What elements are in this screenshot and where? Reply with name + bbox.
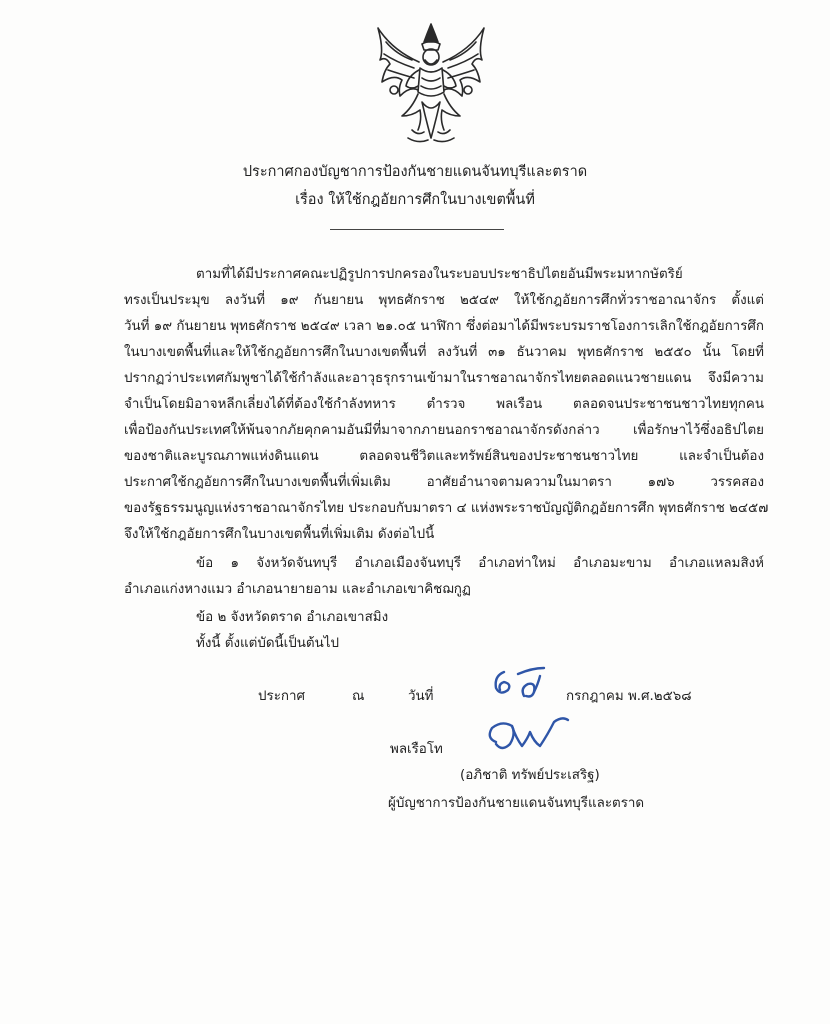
clause-2: ข้อ ๒ จังหวัดตราด อำเภอเขาสมิง [196, 610, 389, 625]
paragraph-line: ปรากฏว่าประเทศกัมพูชาได้ใช้กำลังและอาวุธรุกรานเข้ามาในราชอาณาจักรไทยตลอดแนวชายแดน จึงมีความ [124, 371, 764, 386]
paragraph-line: ในบางเขตพื้นที่และให้ใช้กฎอัยการศึกในบางเขตพื้นที่ ลงวันที่ ๓๑ ธันวาคม พุทธศักราช ๒๕๕๐ นั้น โดยที่ [124, 345, 764, 360]
month-year: กรกฎาคม พ.ศ.๒๕๖๘ [566, 689, 692, 704]
header-divider [330, 229, 504, 230]
paragraph-line: ทรงเป็นประมุข ลงวันที่ ๑๙ กันยายน พุทธศักราช ๒๕๔๙ ให้ใช้กฎอัยการศึกทั่วราชอาณาจักร ตั้งแต่ [124, 293, 764, 308]
paragraph-line: วันที่ ๑๙ กันยายน พุทธศักราช ๒๕๔๙ เวลา ๒๑.๐๕ นาฬิกา ซึ่งต่อมาได้มีพระบรมราชโองการเลิกใช้กฎอัยการศึก [124, 319, 764, 334]
day-label: วันที่ [408, 689, 434, 704]
handwritten-signature [482, 712, 574, 758]
handwritten-day-number [490, 662, 560, 702]
effective-statement: ทั้งนี้ ตั้งแต่บัดนี้เป็นต้นไป [196, 636, 340, 651]
clause-1-line: อำเภอแก่งหางแมว อำเภอนายายอาม และอำเภอเขาคิชฌกูฏ [124, 582, 471, 597]
paragraph-line: จำเป็นโดยมิอาจหลีกเลี่ยงได้ที่ต้องใช้กำลังทหาร ตำรวจ พลเรือน ตลอดจนประชาชนชาวไทยทุกคน [124, 397, 764, 412]
announcement-subject: เรื่อง ให้ใช้กฎอัยการศึกในบางเขตพื้นที่ [295, 192, 535, 208]
clause-1-line: ข้อ ๑ จังหวัดจันทบุรี อำเภอเมืองจันทบุรี อำเภอท่าใหม่ อำเภอมะขาม อำเภอแหลมสิงห์ [196, 556, 764, 571]
paragraph-line: จึงให้ใช้กฎอัยการศึกในบางเขตพื้นที่เพิ่มเติม ดังต่อไปนี้ [124, 527, 435, 542]
garuda-emblem [372, 20, 490, 150]
paragraph-line: ประกาศใช้กฎอัยการศึกในบางเขตพื้นที่เพิ่มเติม อาศัยอำนาจตามความในมาตรา ๑๗๖ วรรคสอง [124, 475, 764, 490]
announced-label: ประกาศ [258, 689, 306, 704]
signer-name: (อภิชาติ ทรัพย์ประเสริฐ) [460, 768, 600, 783]
signer-position: ผู้บัญชาการป้องกันชายแดนจันทบุรีและตราด [388, 796, 645, 811]
paragraph-line: เพื่อป้องกันประเทศให้พ้นจากภัยคุกคามอันมีที่มาจากภายนอกราชอาณาจักรดังกล่าว เพื่อรักษาไว้ซึ่งอธิปไตย [124, 423, 764, 438]
paragraph-line: ตามที่ได้มีประกาศคณะปฏิรูปการปกครองในระบอบประชาธิปไตยอันมีพระมหากษัตริย์ [196, 267, 683, 282]
at-label: ณ [352, 689, 365, 704]
announcement-title: ประกาศกองบัญชาการป้องกันชายแดนจันทบุรีและตราด [242, 164, 588, 180]
paragraph-line: ของชาติและบูรณภาพแห่งดินแดน ตลอดจนชีวิตและทรัพย์สินของประชาชนชาวไทย และจำเป็นต้อง [124, 449, 764, 464]
paragraph-line: ของรัฐธรรมนูญแห่งราชอาณาจักรไทย ประกอบกับมาตรา ๔ แห่งพระราชบัญญัติกฎอัยการศึก พุทธศักราช ๒๔๕๗ [124, 501, 769, 516]
signer-rank: พลเรือโท [390, 742, 443, 757]
